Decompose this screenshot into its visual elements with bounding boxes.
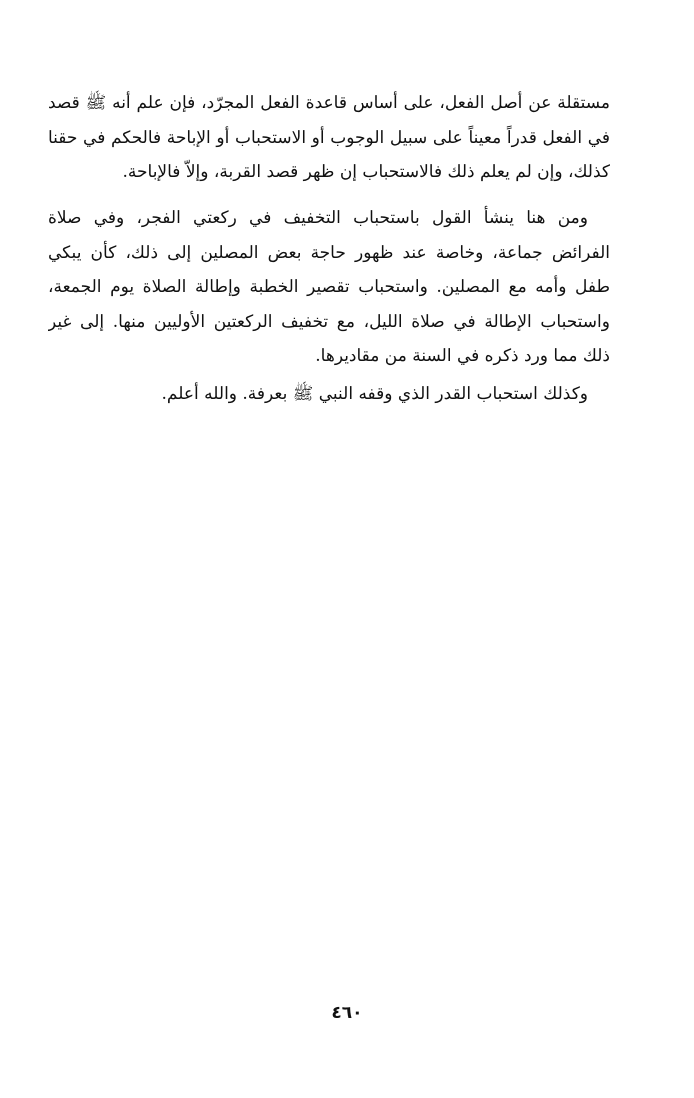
text-line: ذلك مما ورد ذكره في السنة من مقاديرها. bbox=[315, 346, 610, 366]
text-line: وكذلك استحباب القدر الذي وقفه النبي ﷺ بعرفة. والله أعلم. bbox=[161, 384, 588, 404]
text-line: في الفعل قدراً معيناً على سبيل الوجوب أو الاستحباب أو الإباحة فالحكم في حقنا bbox=[48, 127, 610, 148]
text-line: كذلك، وإن لم يعلم ذلك فالاستحباب إن ظهر قصد القربة، وإلاّ فالإباحة. bbox=[122, 162, 610, 182]
paragraph-2 bbox=[48, 201, 610, 374]
text-line: طفل وأمه مع المصلين. واستحباب تقصير الخطبة وإطالة الصلاة يوم الجمعة، bbox=[48, 277, 610, 297]
text-line: الفرائض جماعة، وخاصة عند ظهور حاجة بعض المصلين إلى ذلك، كأن يبكي bbox=[48, 242, 610, 263]
paragraph-1 bbox=[48, 86, 610, 190]
text-line: ومن هنا ينشأ القول باستحباب التخفيف في ركعتي الفجر، وفي صلاة bbox=[48, 208, 589, 228]
page-number: ٤٦٠ bbox=[331, 1003, 363, 1023]
paragraph-3 bbox=[48, 377, 610, 412]
text-line: مستقلة عن أصل الفعل، على أساس قاعدة الفعل المجرّد، فإن علم أنه ﷺ قصد bbox=[48, 93, 610, 113]
text-line: واستحباب الإطالة في صلاة الليل، مع تخفيف الركعتين الأوليين منها. إلى غير bbox=[48, 311, 610, 332]
